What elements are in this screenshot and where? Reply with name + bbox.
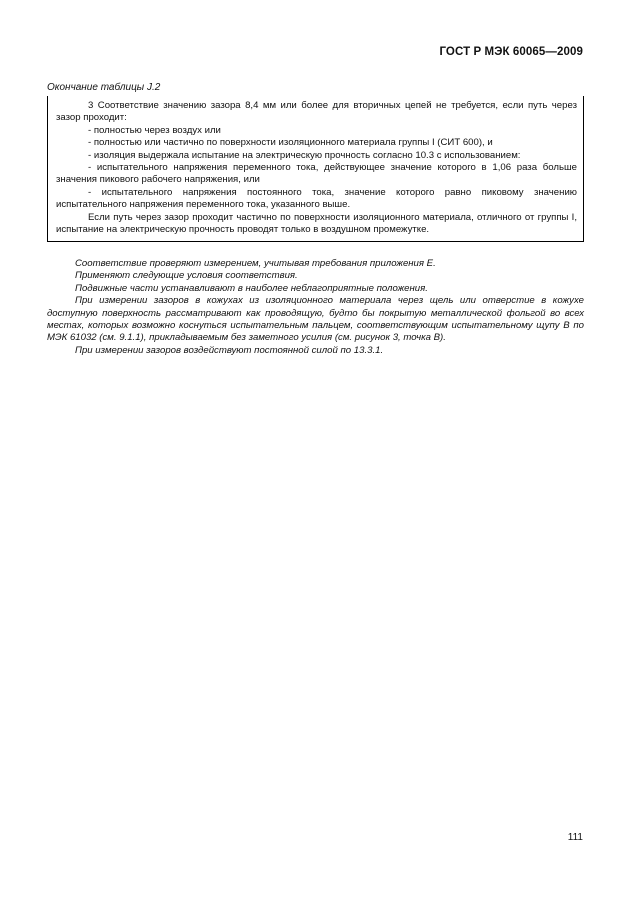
note-line: - испытательного напряжения постоянного тока, значение которого равно пиковому значению испытательного напряжения переменного тока, указанного выше. xyxy=(56,186,577,211)
note-line: - полностью или частично по поверхности изоляционного материала группы I (СИТ 600), и xyxy=(88,137,493,149)
note-line: - изоляция выдержала испытание на электрическую прочность согласно 10.3 с использованием: xyxy=(88,149,521,161)
document-header: ГОСТ Р МЭК 60065—2009 xyxy=(439,46,583,58)
page-number: 111 xyxy=(567,832,583,843)
body-paragraph: Подвижные части устанавливают в наиболее неблагоприятные положения. xyxy=(75,282,428,294)
body-paragraph: При измерении зазоров воздействуют постоянной силой по 13.3.1. xyxy=(75,344,384,356)
body-paragraph: Соответствие проверяют измерением, учитывая требования приложения Е. xyxy=(75,258,436,269)
table-note-box xyxy=(47,96,584,242)
table-continuation-caption: Окончание таблицы J.2 xyxy=(47,82,161,93)
body-paragraph: При измерении зазоров в кожухах из изоляционного материала через щель или отверстие в кожухе доступную поверхность рассматривают как проводящую, будто бы покрытую металлической фольгой во всех местах, которых возможно коснуться испытательным пальцем, соответствующим испытательному щупу В по МЭК 61032 (см. 9.1.1), прикладываемым без заметного усилия (см. рисунок 3, точка В). xyxy=(47,295,584,344)
compliance-text xyxy=(47,258,584,357)
note-line: - полностью через воздух или xyxy=(88,124,221,136)
note-line: 3 Соответствие значению зазора 8,4 мм или более для вторичных цепей не требуется, если путь через зазор проходит: xyxy=(56,100,577,124)
note-line: Если путь через зазор проходит частично по поверхности изоляционного материала, отличного от группы I, испытание на электрическую прочность проводят только в воздушном промежутке. xyxy=(56,211,577,236)
note-line: - испытательного напряжения переменного тока, действующее значение которого в 1,06 раза больше значения пикового рабочего напряжения, или xyxy=(56,162,577,186)
body-paragraph: Применяют следующие условия соответствия. xyxy=(75,270,298,282)
